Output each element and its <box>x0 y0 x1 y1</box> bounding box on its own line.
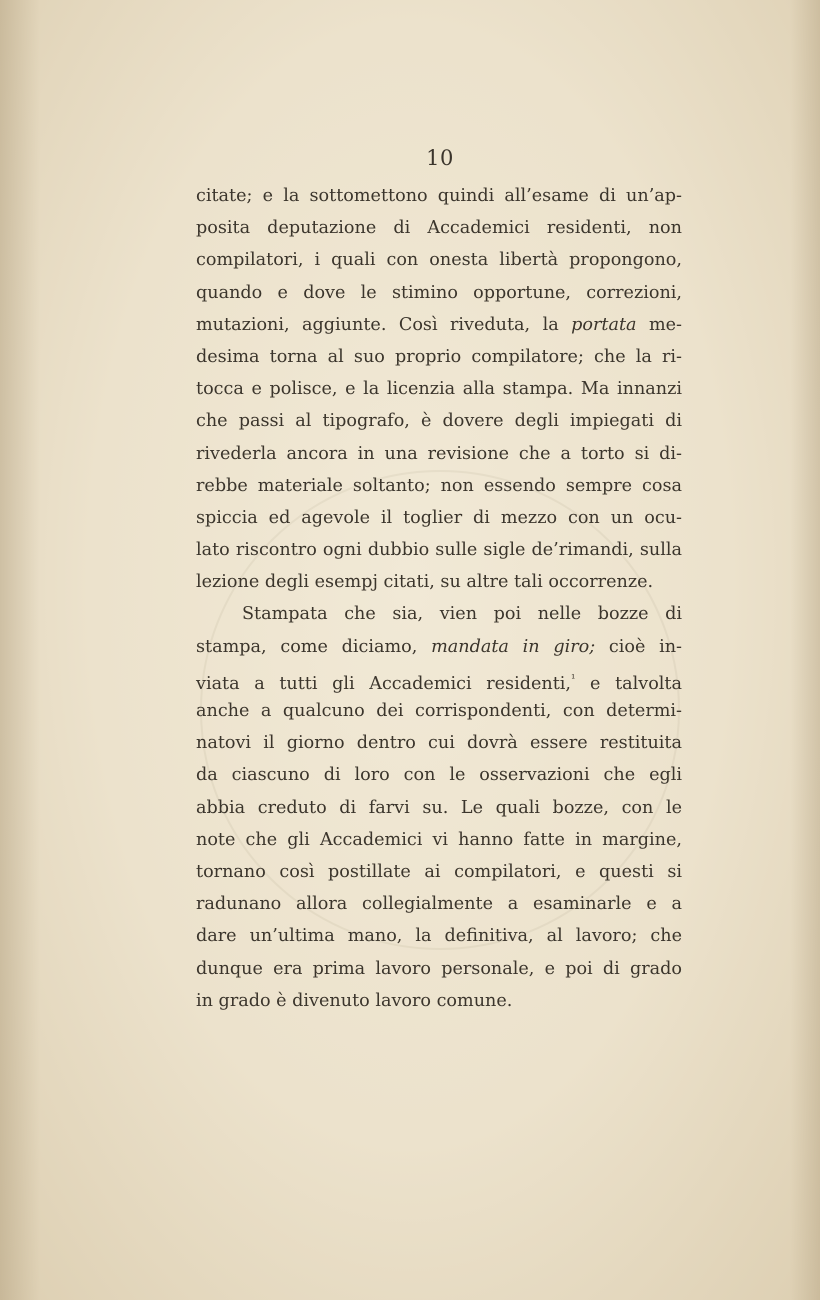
text-segment: stampa, come diciamo, <box>196 636 432 657</box>
text-line <box>196 405 682 437</box>
text-segment: viata a tutti gli Accademici residenti, <box>196 673 572 694</box>
text-line <box>196 598 682 630</box>
text-segment: dunque era prima lavoro personale, e poi di grado <box>196 958 682 979</box>
text-line <box>196 309 682 341</box>
text-line <box>196 566 682 598</box>
italic-phrase: portata <box>571 314 637 335</box>
text-segment: compilatori, i quali con onesta libertà propongono, <box>196 250 682 271</box>
text-segment: radunano allora collegialmente a esaminarle e a <box>196 894 682 915</box>
text-line <box>196 920 682 952</box>
text-segment: e talvolta <box>575 673 682 694</box>
text-segment: abbia creduto di farvi su. Le quali bozze, con le <box>196 797 682 818</box>
text-line <box>196 470 682 502</box>
text-line <box>196 792 682 824</box>
text-segment: mutazioni, aggiunte. Così riveduta, la <box>196 314 572 335</box>
text-line <box>196 985 682 1017</box>
text-segment: tornano così postillate ai compilatori, e questi si <box>196 861 682 882</box>
text-segment: posita deputazione di Accademici residenti, non <box>196 218 682 239</box>
text-segment: quando e dove le stimino opportune, correzioni, <box>196 282 682 303</box>
italic-phrase: mandata in giro; <box>431 636 596 657</box>
text-line <box>196 534 682 566</box>
text-line <box>196 759 682 791</box>
page-number: 10 <box>426 146 454 170</box>
text-segment: desima torna al suo proprio compilatore; che la ri- <box>196 346 682 367</box>
text-segment: da ciascuno di loro con le osservazioni che egli <box>196 765 682 786</box>
text-segment: lato riscontro ogni dubbio sulle sigle de’rimandi, sulla <box>196 540 682 561</box>
text-segment: spiccia ed agevole il toglier di mezzo con un ocu- <box>196 507 682 528</box>
text-segment: lezione degli esempj citati, su altre tali occorrenze. <box>196 572 654 593</box>
text-line <box>196 341 682 373</box>
text-segment: citate; e la sottomettono quindi all’esame di un’ap- <box>196 186 682 206</box>
text-line <box>196 631 682 663</box>
text-line <box>196 695 682 727</box>
text-line <box>196 180 682 212</box>
text-line <box>196 727 682 759</box>
text-segment: in grado è divenuto lavoro comune. <box>196 990 513 1011</box>
body-text <box>196 180 682 1017</box>
footnote-marker: ¹ <box>571 671 576 685</box>
text-segment: anche a qualcuno dei corrispondenti, con determi- <box>196 701 682 721</box>
text-segment: me- <box>636 314 682 335</box>
text-line <box>196 212 682 244</box>
text-line <box>196 856 682 888</box>
text-segment: natovi il giorno dentro cui dovrà essere restituita <box>196 733 682 754</box>
text-segment: cioè in- <box>595 636 682 657</box>
text-line <box>196 373 682 405</box>
text-segment: Stampata che sia, vien poi nelle bozze di <box>242 604 682 625</box>
text-line <box>196 663 682 695</box>
text-segment: dare un’ultima mano, la definitiva, al lavoro; che <box>196 926 682 947</box>
text-line <box>196 438 682 470</box>
text-segment: note che gli Accademici vi hanno fatte in margine, <box>196 829 682 850</box>
text-line <box>196 888 682 920</box>
text-line <box>196 277 682 309</box>
text-line <box>196 244 682 276</box>
text-segment: rivederla ancora in una revisione che a torto si di- <box>196 443 682 464</box>
text-segment: rebbe materiale soltanto; non essendo sempre cosa <box>196 475 682 496</box>
text-line <box>196 953 682 985</box>
text-line <box>196 824 682 856</box>
text-segment: tocca e polisce, e la licenzia alla stampa. Ma innanzi <box>196 379 682 400</box>
text-segment: che passi al tipografo, è dovere degli impiegati di <box>196 411 682 432</box>
text-line <box>196 502 682 534</box>
